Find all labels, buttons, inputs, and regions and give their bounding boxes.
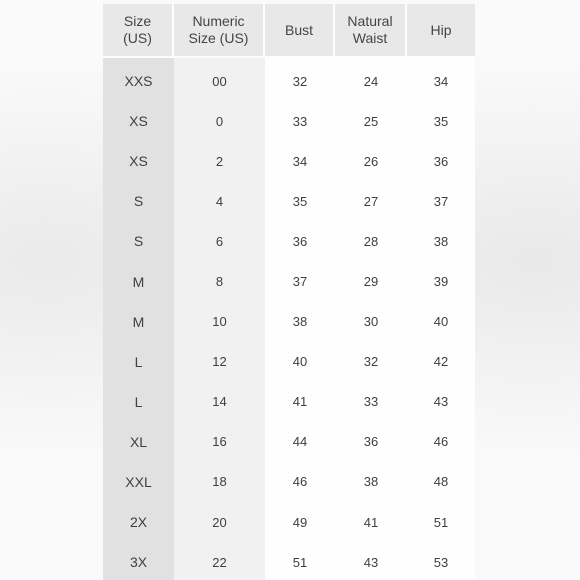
size-cell: M	[103, 261, 174, 301]
natural-waist-cell: 32	[335, 342, 407, 382]
hip-cell: 43	[407, 382, 475, 422]
numeric-size-cell: 16	[174, 422, 265, 462]
header-size-us	[103, 4, 174, 58]
bust-cell: 44	[265, 422, 335, 462]
header-label-line: Natural	[347, 13, 393, 29]
bust-cell: 51	[265, 542, 335, 580]
bust-cell: 40	[265, 342, 335, 382]
natural-waist-cell: 33	[335, 382, 407, 422]
numeric-size-cell: 22	[174, 542, 265, 580]
hip-cell: 46	[407, 422, 475, 462]
hip-cell: 37	[407, 181, 475, 221]
table-row	[103, 221, 475, 261]
header-label-line: Waist	[352, 30, 388, 46]
table-row	[103, 422, 475, 462]
bust-cell: 46	[265, 462, 335, 502]
table-row	[103, 502, 475, 542]
bust-cell: 41	[265, 382, 335, 422]
hip-cell: 48	[407, 462, 475, 502]
size-cell: XXS	[103, 58, 174, 101]
header-label-line: Size (US)	[188, 30, 249, 46]
bust-cell: 49	[265, 502, 335, 542]
size-cell: S	[103, 181, 174, 221]
numeric-size-cell: 12	[174, 342, 265, 382]
natural-waist-cell: 26	[335, 141, 407, 181]
table-row	[103, 382, 475, 422]
header-label-line: (US)	[123, 30, 152, 46]
table-row	[103, 181, 475, 221]
bust-cell: 33	[265, 101, 335, 141]
bust-cell: 36	[265, 221, 335, 261]
hip-cell: 35	[407, 101, 475, 141]
header-row	[103, 4, 475, 58]
header-numeric-size-us	[174, 4, 265, 58]
natural-waist-cell: 29	[335, 261, 407, 301]
natural-waist-cell: 41	[335, 502, 407, 542]
numeric-size-cell: 8	[174, 261, 265, 301]
numeric-size-cell: 14	[174, 382, 265, 422]
header-hip	[407, 4, 475, 58]
table-row	[103, 261, 475, 301]
size-cell: XXL	[103, 462, 174, 502]
table-row	[103, 302, 475, 342]
size-cell: 2X	[103, 502, 174, 542]
bust-cell: 32	[265, 58, 335, 101]
bust-cell: 38	[265, 302, 335, 342]
natural-waist-cell: 28	[335, 221, 407, 261]
size-cell: L	[103, 342, 174, 382]
numeric-size-cell: 10	[174, 302, 265, 342]
numeric-size-cell: 6	[174, 221, 265, 261]
hip-cell: 38	[407, 221, 475, 261]
table-header	[103, 4, 475, 58]
size-cell: XL	[103, 422, 174, 462]
hip-cell: 36	[407, 141, 475, 181]
table-row	[103, 462, 475, 502]
header-label-line: Bust	[284, 21, 313, 38]
natural-waist-cell: 24	[335, 58, 407, 101]
table-row	[103, 342, 475, 382]
numeric-size-cell: 18	[174, 462, 265, 502]
natural-waist-cell: 25	[335, 101, 407, 141]
bust-cell: 34	[265, 141, 335, 181]
size-cell: XS	[103, 101, 174, 141]
natural-waist-cell: 27	[335, 181, 407, 221]
natural-waist-cell: 43	[335, 542, 407, 580]
size-cell: M	[103, 302, 174, 342]
header-label-line: Numeric	[192, 13, 245, 29]
bust-cell: 35	[265, 181, 335, 221]
bust-cell: 37	[265, 261, 335, 301]
header-label-line: Hip	[430, 21, 452, 38]
numeric-size-cell: 20	[174, 502, 265, 542]
hip-cell: 53	[407, 542, 475, 580]
hip-cell: 51	[407, 502, 475, 542]
table-row	[103, 141, 475, 181]
hip-cell: 34	[407, 58, 475, 101]
table-row	[103, 101, 475, 141]
table-body	[103, 58, 475, 580]
numeric-size-cell: 00	[174, 58, 265, 101]
numeric-size-cell: 0	[174, 101, 265, 141]
natural-waist-cell: 36	[335, 422, 407, 462]
header-bust	[265, 4, 335, 58]
natural-waist-cell: 38	[335, 462, 407, 502]
header-natural-waist	[335, 4, 407, 58]
hip-cell: 40	[407, 302, 475, 342]
natural-waist-cell: 30	[335, 302, 407, 342]
header-label-line: Size	[123, 13, 152, 29]
size-table	[103, 4, 475, 580]
size-chart	[103, 4, 475, 580]
hip-cell: 42	[407, 342, 475, 382]
table-row	[103, 58, 475, 101]
numeric-size-cell: 4	[174, 181, 265, 221]
numeric-size-cell: 2	[174, 141, 265, 181]
hip-cell: 39	[407, 261, 475, 301]
size-cell: S	[103, 221, 174, 261]
table-row	[103, 542, 475, 580]
size-cell: L	[103, 382, 174, 422]
size-cell: XS	[103, 141, 174, 181]
size-cell: 3X	[103, 542, 174, 580]
